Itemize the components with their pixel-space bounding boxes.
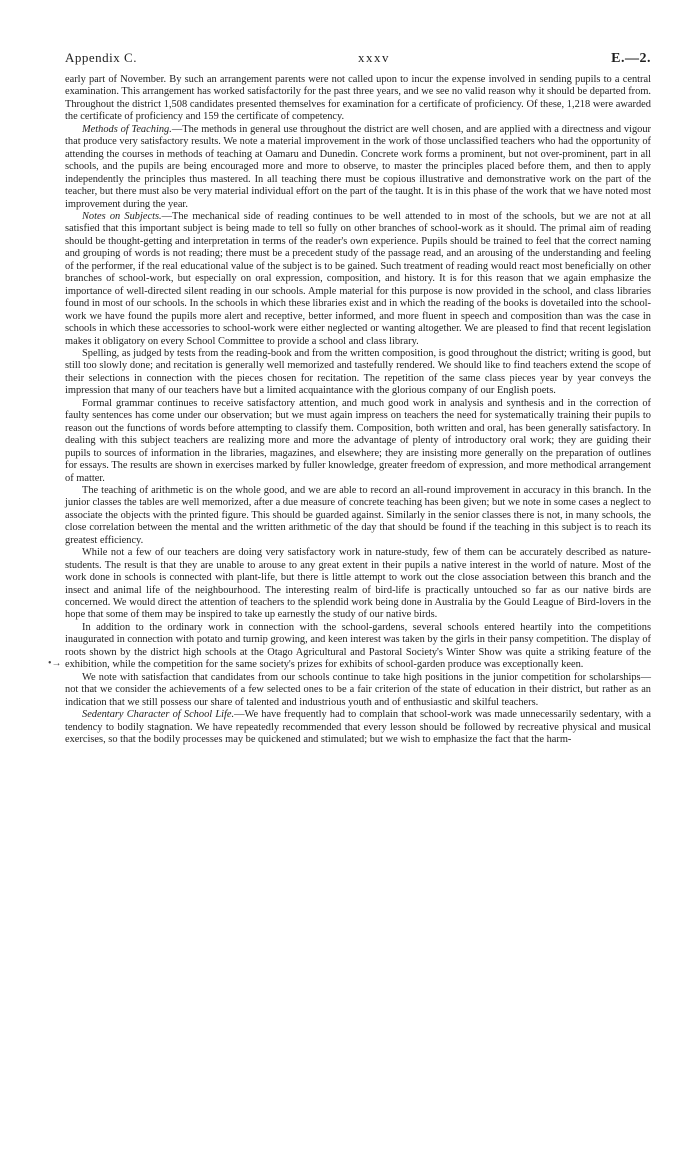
paragraph-text: We note with satisfaction that candidates from our schools continue to take high positions in the junior competition for scholarships—not that we consider the achievements of a few selected ones to be a fair criterion of the state of education in their district, but rather as an indication that we still possess our share of talented and industrious youth and of enthusiastic and skilful teachers. bbox=[65, 671, 651, 708]
paragraph bbox=[65, 211, 651, 348]
paragraph-text: The teaching of arithmetic is on the whole good, and we are able to record an all-round improvement in accuracy in this branch. In the junior classes the tables are well memorized, after a due measure of concrete teaching has been given; but we note in some cases a neglect to associate the objects with the printed figure. This should be guarded against. Similarly in the senior classes there is not, in many schools, the close correlation between the mental and the written arithmetic of the day that should be found if the teaching in this subject is to reach its greatest efficiency. bbox=[65, 484, 651, 546]
appendix-label: Appendix C. bbox=[65, 50, 137, 65]
paragraph bbox=[65, 622, 651, 672]
paragraph-text: While not a few of our teachers are doing very satisfactory work in nature-study, few of them can be accurately described as nature-students. The result is that they are unable to arouse to any great extent in their pupils a native interest in the world of nature. Most of the work done in schools is connected with plant-life, but there is little attempt to work out the close association between this branch and the insect and animal life of the neighbourhood. The interesting realm of bird-life is practically untouched so far as our native birds are concerned. We would direct the attention of teachers to the splendid work being done in Australia by the Gould League of Bird-lovers in the hope that some of them may be inspired to take up earnestly the study of our native birds. bbox=[65, 547, 651, 621]
margin-mark: •→ bbox=[48, 658, 62, 669]
page-header bbox=[65, 50, 651, 67]
paragraph bbox=[65, 124, 651, 211]
paragraph-heading: Sedentary Character of School Life. bbox=[82, 709, 235, 721]
paragraph-text: —The methods in general use throughout the district are well chosen, and are applied with a directness and vigour that produce very satisfactory results. We note a material improvement in the work of those unclassified teachers who had the opportunity of attending the courses in methods of teaching at Oamaru and Dunedin. Concrete work forms a prominent, but not over-prominent, part in all schools, and the pupils are being encouraged more and more to observe, to master the principles placed before them, and then to apply independently the principles thus mastered. In all teaching there must be copious illustrative and demonstrative work on the part of the teacher, but there must also be very material individual effort on the part of the taught. It is in this phase of the work that we have noted most improvement during the year. bbox=[65, 123, 652, 210]
paragraph-text: Formal grammar continues to receive satisfactory attention, and much good work in analysis and synthesis and in the correction of faulty sentences has come under our observation; but we must again impress on teachers the need for systematically training their pupils to reason out the functions of words before attempting to classify them. Composition, both written and oral, has been generally satisfactory. In dealing with this subject teachers are realizing more and more the advantage of plenty of introductory oral work; they are guiding their pupils to sources of information in the libraries, magazines, and elsewhere; they are insisting more generally on the preparation of outlines for essays. The results are shown in exercises marked by fuller knowledge, greater freedom of expression, and more methodical arrangement of matter. bbox=[65, 397, 651, 484]
paragraph bbox=[65, 485, 651, 547]
document-page bbox=[65, 50, 651, 746]
document-code: E.—2. bbox=[611, 51, 651, 66]
paragraph bbox=[65, 547, 651, 622]
paragraph bbox=[65, 709, 651, 746]
paragraph-text: —The mechanical side of reading continues to be well attended to in most of the schools, but we are not at all satisfied that this important subject is being made to tell so fully on other branches of school-work as it should. The primal aim of reading should be thought-getting and interpretation in terms of the reader's own experience. Pupils should be trained to feel that the correct naming and grouping of words is not reading; there must be a precedent study of the passage read, and an arousing of the understanding and feeling of the performer, if the real educational value of the subject is to be gained. Such treatment of reading would react most beneficially on other branches of school-work, but especially on oral expression, composition, and history. It is for this reason that we again emphasize the importance of well-directed silent reading in our schools. Ample material for this purpose is now provided in the school, and class libraries found in most of our schools. In the schools in which these libraries exist and in which the reading of the books is dovetailed into the school-work we have found the pupils more alert and receptive, better informed, and more fluent in speech and composition than was the case in schools in which these accessories to school-work were either neglected or wanting altogether. We are pleased to find that recent legislation makes it obligatory on every School Committee to provide a school and class library. bbox=[65, 210, 652, 347]
document-body bbox=[65, 74, 651, 746]
paragraph bbox=[65, 74, 651, 124]
paragraph bbox=[65, 398, 651, 485]
page-number: xxxv bbox=[358, 50, 391, 65]
paragraph-heading: Notes on Subjects. bbox=[82, 210, 162, 222]
paragraph-text: In addition to the ordinary work in connection with the school-gardens, several schools entered heartily into the competitions inaugurated in connection with potato and turnip growing, and keen interest was taken by the girls in their pansy competition. The display of roots shown by the district high schools at the Otago Agricultural and Pastoral Society's Winter Show was quite a striking feature of the exhibition, while the competition for the same society's prizes for exhibits of school-garden produce was exceptionally keen. bbox=[65, 621, 651, 671]
paragraph-heading: Methods of Teaching. bbox=[82, 123, 172, 135]
paragraph-text: —We have frequently had to complain that school-work was made unnecessarily sedentary, with a tendency to bodily stagnation. We have repeatedly recommended that every lesson should be followed by recreative physical and musical exercises, so that the bodily processes may be quickened and stimulated; but we wish to emphasize the fact that the harm- bbox=[65, 709, 651, 746]
paragraph bbox=[65, 672, 651, 709]
paragraph bbox=[65, 348, 651, 398]
paragraph-text: Spelling, as judged by tests from the reading-book and from the written composition, is good throughout the district; writing is good, but still too slowly done; and recitation is generally well memorized and tastefully rendered. We should like to find teachers extend the scope of their selections in connection with the pieces chosen for recitation. The repetition of the same class pieces year by year conveys the impression that many of our teachers have but a limited acquaintance with the glorious company of our English poets. bbox=[65, 347, 651, 397]
paragraph-text: early part of November. By such an arrangement parents were not called upon to incur the expense involved in sending pupils to a central examination. This arrangement has worked satisfactorily for the past three years, and we see no valid reason why it should be departed from. Throughout the district 1,508 candidates presented themselves for examination for a certificate of proficiency. Of these, 1,218 were awarded the certificate of proficiency and 159 the certificate of competency. bbox=[65, 74, 651, 123]
